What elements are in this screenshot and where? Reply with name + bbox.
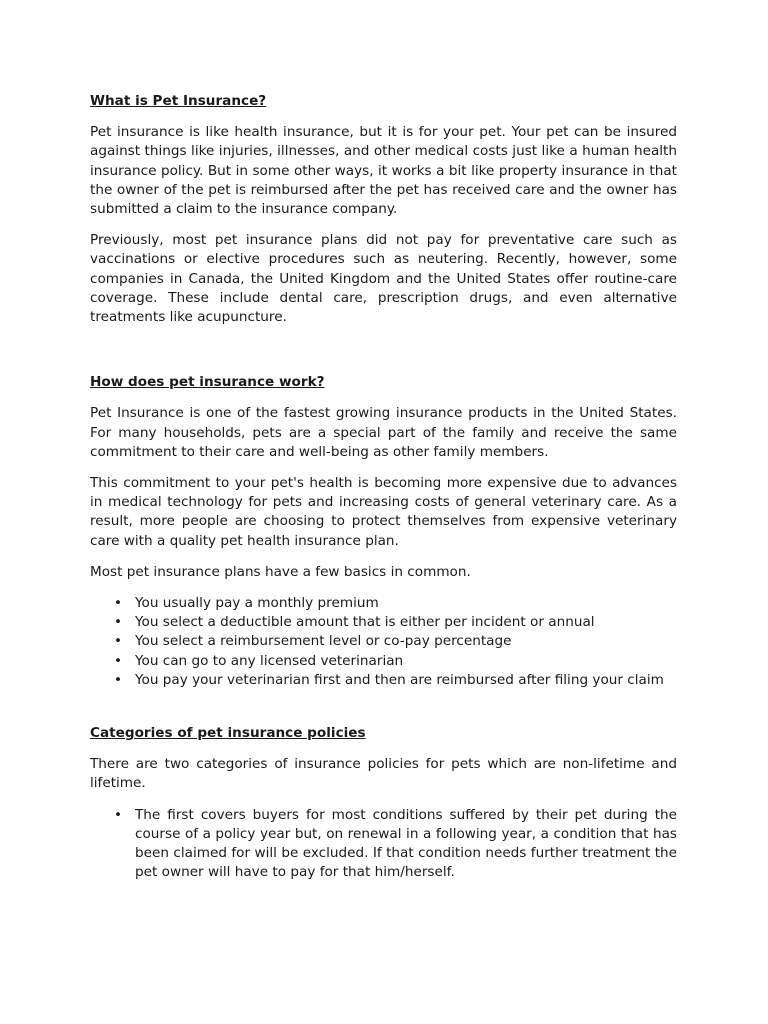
list-item <box>114 806 677 883</box>
section-heading-how-does-pet-insurance-work: How does pet insurance work? <box>90 374 325 391</box>
bullet-icon: • <box>114 633 123 650</box>
document-page <box>90 92 677 883</box>
spacer <box>90 339 677 373</box>
list-item <box>114 671 677 690</box>
spacer <box>90 690 677 724</box>
section-heading-what-is-pet-insurance: What is Pet Insurance? <box>90 93 267 109</box>
section-heading-categories-of-pet-insurance-policies: Categories of pet insurance policies <box>90 725 366 742</box>
paragraph: Previously, most pet insurance plans did not pay for preventative care such as vaccinations or elective procedures such as neutering. Recently, however, some companies in Canada, the United Kingdom and the United States offer routine-care coverage. These include dental care, prescription drugs, and even alternative treatments like acupuncture. <box>90 232 677 326</box>
bullet-icon: • <box>114 595 123 612</box>
paragraph: Most pet insurance plans have a few basics in common. <box>90 563 471 580</box>
categories-bullet-list <box>90 806 677 883</box>
list-item-text: You can go to any licensed veterinarian <box>135 652 404 669</box>
list-item <box>114 632 677 651</box>
list-item <box>114 613 677 632</box>
paragraph: There are two categories of insurance policies for pets which are non-lifetime and lifetime. <box>90 756 677 792</box>
basics-bullet-list <box>90 594 677 690</box>
bullet-icon: • <box>114 652 123 669</box>
paragraph: Pet insurance is like health insurance, but it is for your pet. Your pet can be insured against things like injuries, illnesses, and other medical costs just like a human health insurance policy. But in some other ways, it works a bit like property insurance in that the owner of the pet is reimbursed after the pet has received care and the owner has submitted a claim to the insurance company. <box>90 124 677 218</box>
list-item <box>114 594 677 613</box>
bullet-icon: • <box>114 671 123 688</box>
list-item-text: You usually pay a monthly premium <box>135 595 379 612</box>
bullet-icon: • <box>114 614 123 631</box>
bullet-icon: • <box>114 806 123 823</box>
list-item <box>114 652 677 671</box>
list-item-text: The first covers buyers for most conditions suffered by their pet during the course of a policy year but, on renewal in a following year, a condition that has been claimed for will be excluded. If that condition needs further treatment the pet owner will have to pay for that him/herself. <box>135 806 677 881</box>
paragraph: This commitment to your pet's health is becoming more expensive due to advances in medical technology for pets and increasing costs of general veterinary care. As a result, more people are choosing to protect themselves from expensive veterinary care with a quality pet health insurance plan. <box>90 475 677 549</box>
list-item-text: You select a reimbursement level or co-pay percentage <box>135 633 512 650</box>
list-item-text: You pay your veterinarian first and then are reimbursed after filing your claim <box>135 671 664 688</box>
list-item-text: You select a deductible amount that is either per incident or annual <box>135 614 595 631</box>
paragraph: Pet Insurance is one of the fastest growing insurance products in the United States. For many households, pets are a special part of the family and receive the same commitment to their care and well-being as other family members. <box>90 405 677 460</box>
